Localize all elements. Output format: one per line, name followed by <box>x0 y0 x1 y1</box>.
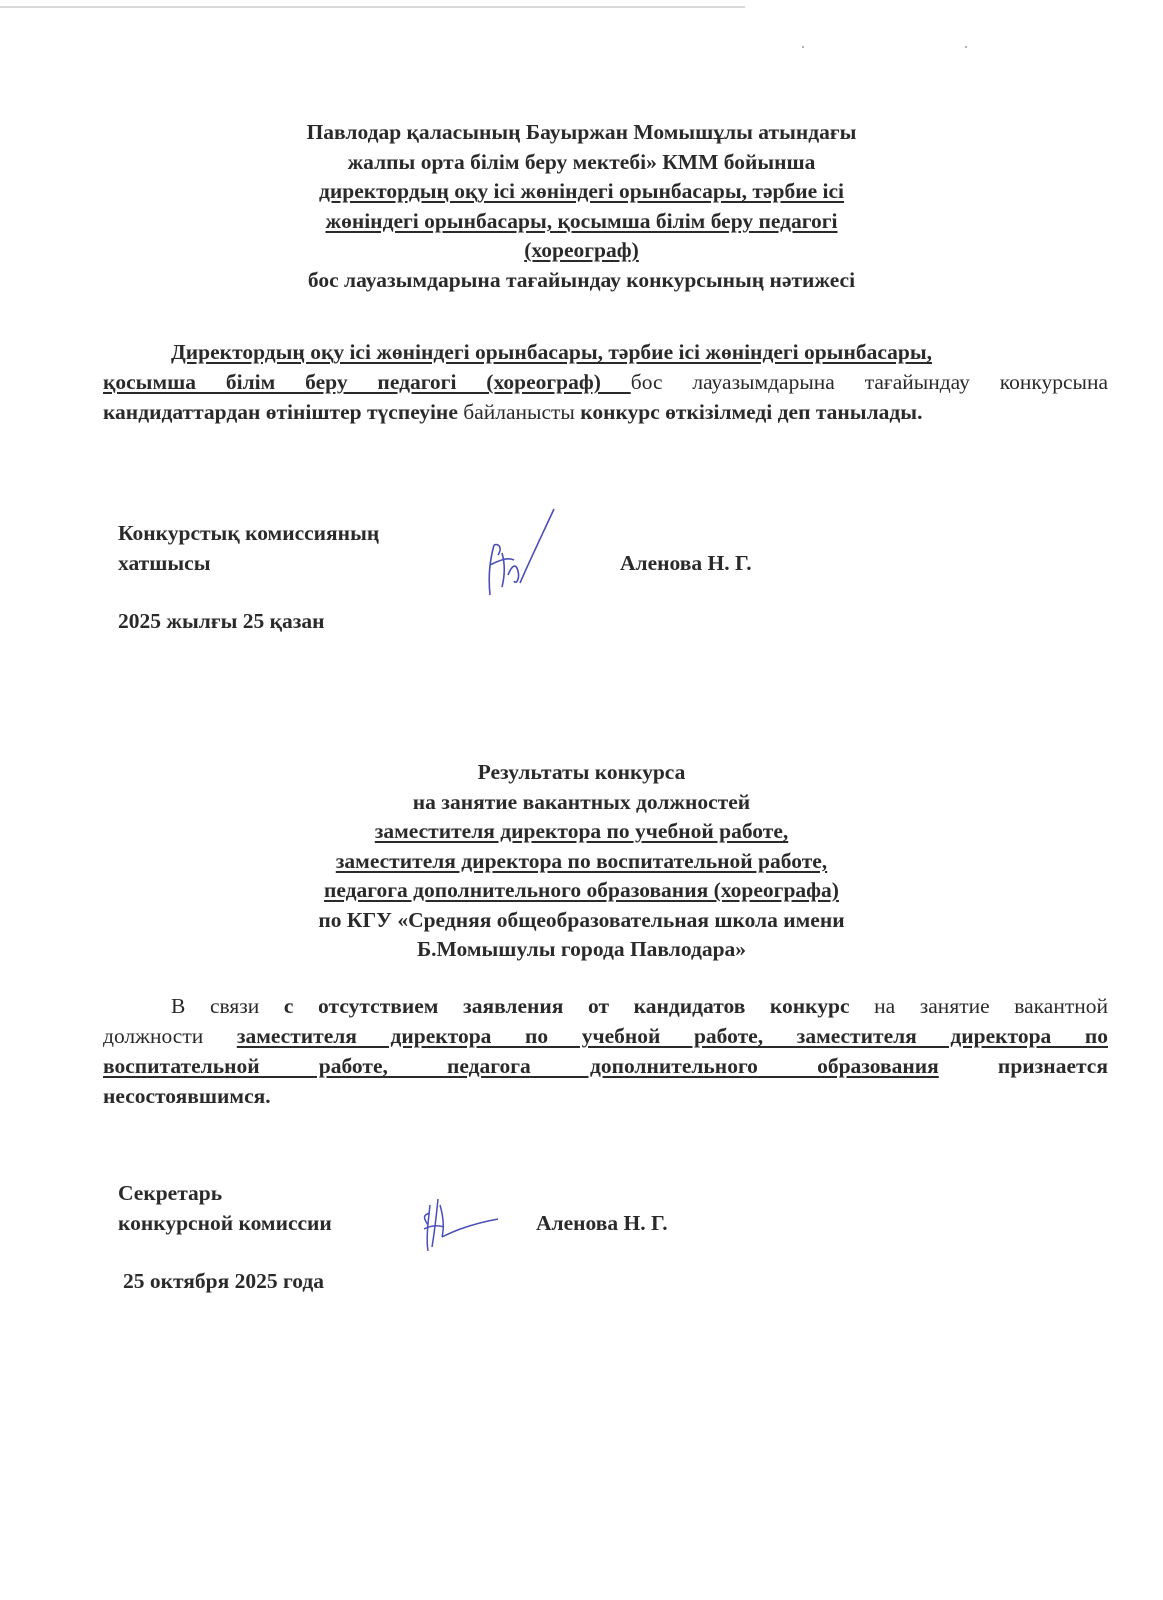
kz-title-line: жалпы орта білім беру мектебі» КММ бойынша <box>347 149 816 174</box>
ru-signature-date: 25 октября 2025 года <box>123 1269 324 1293</box>
kz-signature-name: Аленова Н. Г. <box>620 551 752 575</box>
kz-signature-date: 2025 жылғы 25 қазан <box>118 609 325 633</box>
ru-title-line: педагога дополнительного образования (хореографа) <box>324 878 839 902</box>
ru-signature-role <box>118 1178 332 1238</box>
ru-body-text: на занятие вакантной <box>849 994 1108 1018</box>
ru-body-text: В связи <box>171 994 284 1018</box>
kz-body-text: бос лауазымдарына тағайындау конкурсына <box>630 370 1109 394</box>
ru-title-line: на занятие вакантных должностей <box>412 789 751 814</box>
kz-title-line: жөніндегі орынбасары, қосымша білім беру педагогі <box>325 208 838 233</box>
kz-body-positions: Директордың оқу ісі жөніндегі орынбасары, тәрбие ісі жөніндегі орынбасары, <box>171 340 933 364</box>
kz-signature-role <box>118 518 379 578</box>
ru-title-line: Результаты конкурса <box>477 760 686 784</box>
ru-body-conclusion: несостоявшимся. <box>103 1084 271 1108</box>
kz-role-line: Конкурстық комиссияның <box>118 521 380 545</box>
kz-body-positions: қосымша білім беру педагогі (хореограф) <box>103 370 631 394</box>
kz-body-conclusion: конкурс өткізілмеді деп танылады. <box>580 400 923 424</box>
scan-speck <box>965 46 967 48</box>
kz-body-text: байланысты <box>463 400 581 424</box>
ru-title-line: заместителя директора по учебной работе, <box>374 819 789 843</box>
kz-role-line: хатшысы <box>118 551 211 575</box>
ru-body-positions: воспитательной работе, педагога дополнительного образования <box>103 1054 939 1078</box>
ru-title <box>0 758 1163 965</box>
kz-body-reason: кандидаттардан өтініштер түспеуіне <box>103 400 464 424</box>
scan-speck <box>802 46 804 48</box>
handwritten-signature-icon <box>410 1195 510 1255</box>
ru-signature-name: Аленова Н. Г. <box>536 1211 668 1235</box>
ru-title-line: Б.Момышулы города Павлодара» <box>416 937 747 961</box>
kz-title <box>0 118 1163 295</box>
kz-title-line: (хореограф) <box>524 238 639 262</box>
ru-body-reason: с отсутствием заявления от кандидатов конкурс <box>283 994 850 1018</box>
kz-body <box>103 337 1108 427</box>
ru-body-positions: заместителя директора по учебной работе, заместителя директора по <box>236 1024 1108 1048</box>
kz-title-line: бос лауазымдарына тағайындау конкурсының нәтижесі <box>307 267 856 292</box>
ru-body-conclusion: признается <box>938 1054 1108 1078</box>
ru-body <box>103 991 1108 1111</box>
kz-title-line: директордың оқу ісі жөніндегі орынбасары, тәрбие ісі <box>318 179 845 203</box>
ru-role-line: конкурсной комиссии <box>118 1211 332 1235</box>
handwritten-signature-icon <box>480 505 560 605</box>
kz-title-line: Павлодар қаласының Бауыржан Момышұлы атындағы <box>306 120 857 144</box>
ru-title-line: по КГУ «Средняя общеобразовательная школа имени <box>318 907 845 932</box>
ru-title-line: заместителя директора по воспитательной работе, <box>335 848 828 873</box>
scan-edge-line <box>0 6 745 8</box>
ru-body-text: должности <box>103 1024 237 1048</box>
ru-role-line: Секретарь <box>118 1181 223 1205</box>
